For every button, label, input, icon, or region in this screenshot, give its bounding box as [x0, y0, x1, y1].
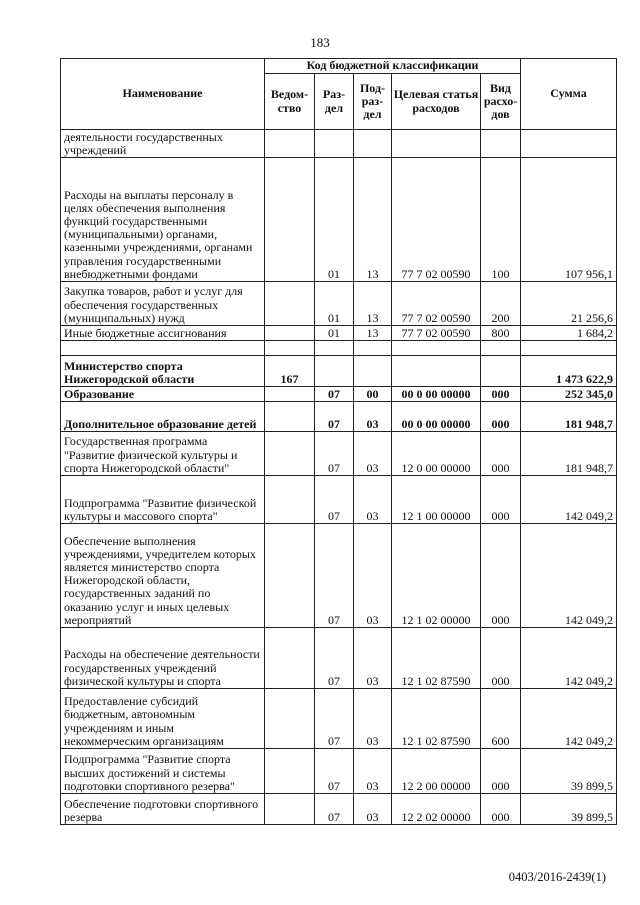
table-row — [61, 689, 617, 749]
row-target-article: 12 1 02 87590 — [392, 628, 481, 689]
table-row — [61, 387, 617, 402]
document-code: 0403/2016-2439(1) — [508, 870, 606, 884]
header-classification-group: Код бюджетной классификации — [265, 59, 521, 74]
row-razdel — [315, 130, 354, 158]
row-sum: 39 899,5 — [521, 794, 617, 825]
row-target-article: 12 2 00 00000 — [392, 749, 481, 794]
row-target-article: 77 7 02 00590 — [392, 158, 481, 282]
row-name: Обеспечение подготовки спортивного резерва — [61, 794, 265, 825]
row-expense-type: 200 — [481, 282, 521, 326]
row-podrazdel: 03 — [354, 402, 392, 432]
row-expense-type: 100 — [481, 158, 521, 282]
row-vedomstvo — [265, 341, 315, 356]
row-razdel: 07 — [315, 476, 354, 524]
row-podrazdel — [354, 130, 392, 158]
row-vedomstvo — [265, 524, 315, 628]
row-razdel: 01 — [315, 326, 354, 341]
row-expense-type: 000 — [481, 794, 521, 825]
row-razdel: 07 — [315, 402, 354, 432]
table-row — [61, 749, 617, 794]
header-vedomstvo: Ведом-ство — [265, 74, 315, 130]
row-expense-type: 000 — [481, 476, 521, 524]
table-row — [61, 356, 617, 387]
row-sum: 142 049,2 — [521, 689, 617, 749]
row-razdel: 07 — [315, 432, 354, 476]
row-target-article: 00 0 00 00000 — [392, 402, 481, 432]
row-target-article — [392, 341, 481, 356]
row-vedomstvo — [265, 387, 315, 402]
row-razdel: 07 — [315, 628, 354, 689]
table-row — [61, 282, 617, 326]
row-podrazdel: 03 — [354, 476, 392, 524]
table-row — [61, 402, 617, 432]
row-podrazdel: 03 — [354, 524, 392, 628]
row-target-article: 12 1 02 87590 — [392, 689, 481, 749]
row-name: Подпрограмма "Развитие спорта высших достижений и системы подготовки спортивного резерва" — [61, 749, 265, 794]
row-sum — [521, 130, 617, 158]
row-expense-type: 000 — [481, 432, 521, 476]
row-name: Обеспечение выполнения учреждениями, учредителем которых является министерство спорта Нижегородской области, государственных заданий по оказанию услуг и иных целевых мероприятий — [61, 524, 265, 628]
row-name: Государственная программа "Развитие физической культуры и спорта Нижегородской области" — [61, 432, 265, 476]
row-podrazdel: 13 — [354, 326, 392, 341]
row-name: деятельности государственных учреждений — [61, 130, 265, 158]
row-vedomstvo — [265, 432, 315, 476]
row-name: Иные бюджетные ассигнования — [61, 326, 265, 341]
row-sum: 142 049,2 — [521, 476, 617, 524]
row-podrazdel: 03 — [354, 689, 392, 749]
row-target-article: 12 1 00 00000 — [392, 476, 481, 524]
row-expense-type: 000 — [481, 749, 521, 794]
row-expense-type — [481, 356, 521, 387]
row-name — [61, 341, 265, 356]
row-vedomstvo — [265, 628, 315, 689]
row-name: Подпрограмма "Развитие физической культуры и массового спорта" — [61, 476, 265, 524]
row-vedomstvo — [265, 130, 315, 158]
row-razdel: 01 — [315, 282, 354, 326]
row-vedomstvo — [265, 689, 315, 749]
row-podrazdel: 00 — [354, 387, 392, 402]
row-podrazdel: 03 — [354, 749, 392, 794]
row-razdel: 07 — [315, 749, 354, 794]
row-expense-type: 600 — [481, 689, 521, 749]
row-target-article: 12 0 00 00000 — [392, 432, 481, 476]
table-row — [61, 524, 617, 628]
header-razdel: Раз-дел — [315, 74, 354, 130]
row-name: Дополнительное образование детей — [61, 402, 265, 432]
table-row — [61, 341, 617, 356]
row-target-article: 12 2 02 00000 — [392, 794, 481, 825]
row-expense-type: 000 — [481, 524, 521, 628]
row-sum — [521, 341, 617, 356]
table-row — [61, 476, 617, 524]
row-sum: 39 899,5 — [521, 749, 617, 794]
table-row — [61, 158, 617, 282]
row-sum: 142 049,2 — [521, 524, 617, 628]
row-target-article: 00 0 00 00000 — [392, 387, 481, 402]
row-target-article: 77 7 02 00590 — [392, 326, 481, 341]
table-row — [61, 130, 617, 158]
table-row — [61, 326, 617, 341]
row-name: Образование — [61, 387, 265, 402]
row-sum: 181 948,7 — [521, 402, 617, 432]
row-name: Расходы на обеспечение деятельности государственных учреждений физической культуры и спорта — [61, 628, 265, 689]
header-expense-type: Вид расхо-дов — [481, 74, 521, 130]
row-name: Расходы на выплаты персоналу в целях обеспечения выполнения функций государственными (муниципальными) органами, казенными учреждениями, органами управления государственными внебюджетными фондами — [61, 158, 265, 282]
row-podrazdel: 13 — [354, 282, 392, 326]
row-podrazdel: 03 — [354, 794, 392, 825]
row-vedomstvo — [265, 749, 315, 794]
table-body — [61, 130, 617, 825]
row-name: Министерство спорта Нижегородской области — [61, 356, 265, 387]
row-expense-type — [481, 130, 521, 158]
row-razdel — [315, 356, 354, 387]
row-vedomstvo — [265, 326, 315, 341]
row-sum: 142 049,2 — [521, 628, 617, 689]
table-row — [61, 432, 617, 476]
row-name: Предоставление субсидий бюджетным, автономным учреждениям и иным некоммерческим организациям — [61, 689, 265, 749]
header-podrazdel: Под-раз-дел — [354, 74, 392, 130]
row-vedomstvo — [265, 158, 315, 282]
row-razdel: 07 — [315, 689, 354, 749]
row-vedomstvo — [265, 282, 315, 326]
header-name: Наименование — [61, 59, 265, 130]
row-vedomstvo — [265, 794, 315, 825]
row-vedomstvo — [265, 476, 315, 524]
row-expense-type: 000 — [481, 628, 521, 689]
row-sum: 21 256,6 — [521, 282, 617, 326]
row-podrazdel: 03 — [354, 628, 392, 689]
row-sum: 1 684,2 — [521, 326, 617, 341]
row-vedomstvo — [265, 402, 315, 432]
row-name: Закупка товаров, работ и услуг для обеспечения государственных (муниципальных) нужд — [61, 282, 265, 326]
header-target-article: Целевая статья расходов — [392, 74, 481, 130]
row-expense-type: 800 — [481, 326, 521, 341]
row-podrazdel: 13 — [354, 158, 392, 282]
row-expense-type — [481, 341, 521, 356]
row-razdel: 07 — [315, 794, 354, 825]
row-expense-type: 000 — [481, 402, 521, 432]
row-razdel — [315, 341, 354, 356]
row-podrazdel — [354, 341, 392, 356]
row-target-article — [392, 356, 481, 387]
budget-table — [60, 58, 617, 825]
header-sum: Сумма — [521, 59, 617, 130]
row-sum: 181 948,7 — [521, 432, 617, 476]
table-row — [61, 628, 617, 689]
row-vedomstvo: 167 — [265, 356, 315, 387]
row-sum: 252 345,0 — [521, 387, 617, 402]
row-target-article: 77 7 02 00590 — [392, 282, 481, 326]
row-razdel: 07 — [315, 524, 354, 628]
row-razdel: 07 — [315, 387, 354, 402]
row-sum: 1 473 622,9 — [521, 356, 617, 387]
row-podrazdel — [354, 356, 392, 387]
row-expense-type: 000 — [481, 387, 521, 402]
table-row — [61, 794, 617, 825]
row-podrazdel: 03 — [354, 432, 392, 476]
row-target-article — [392, 130, 481, 158]
row-target-article: 12 1 02 00000 — [392, 524, 481, 628]
row-razdel: 01 — [315, 158, 354, 282]
row-sum: 107 956,1 — [521, 158, 617, 282]
page-number: 183 — [310, 35, 330, 50]
